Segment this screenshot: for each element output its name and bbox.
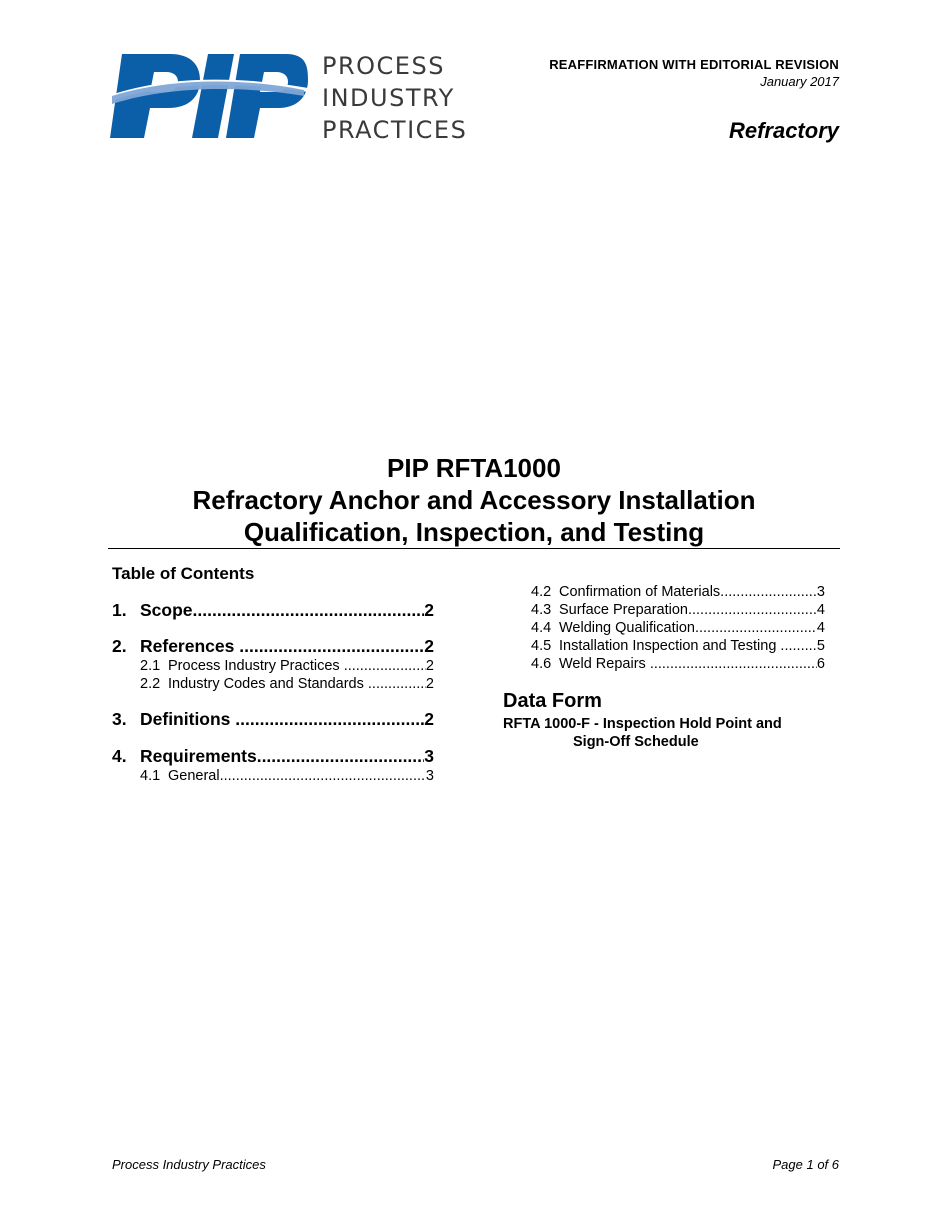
logo-text-line-3: PRACTICES (322, 116, 468, 144)
toc-entry-label: General (168, 768, 220, 784)
toc-entry-page: 3 (816, 584, 825, 600)
toc-entry-weld-repairs[interactable] (531, 656, 825, 672)
toc-entry-label: Definitions (140, 709, 231, 729)
document-category: Refractory (728, 118, 839, 143)
toc-entry-page: 2 (424, 636, 434, 656)
toc-entry-number: 4.5 (531, 638, 552, 654)
toc-entry-label: Industry Codes and Standards (168, 676, 364, 692)
toc-entry-general[interactable] (140, 768, 434, 784)
logo-wordmark (322, 50, 492, 146)
toc-entry-label: Installation Inspection and Testing (559, 638, 777, 654)
toc-entry-label: Welding Qualification (559, 620, 695, 636)
toc-entry-scope[interactable] (112, 600, 434, 621)
toc-entry-welding-qualification[interactable] (531, 620, 825, 636)
toc-entry-number: 3. (112, 709, 127, 729)
toc-entry-requirements[interactable] (112, 746, 434, 767)
revision-status: REAFFIRMATION WITH EDITORIAL REVISION (549, 57, 839, 72)
title-divider (108, 548, 840, 549)
toc-entry-confirmation-of-materials[interactable] (531, 584, 825, 600)
title-line-2: Refractory Anchor and Accessory Installation (192, 485, 756, 515)
toc-entry-page: 3 (424, 746, 434, 766)
toc-entry-label: Process Industry Practices (168, 658, 340, 674)
document-title (108, 452, 840, 548)
toc-entry-number: 2. (112, 636, 127, 656)
toc-entry-number: 1. (112, 600, 127, 620)
toc-entry-page: 4 (816, 602, 825, 618)
toc-entry-number: 4.3 (531, 602, 552, 618)
toc-leader-dots (695, 620, 817, 636)
toc-leader-dots (368, 676, 426, 692)
toc-entry-definitions[interactable] (112, 709, 434, 730)
toc-entry-label: Scope (140, 600, 193, 620)
toc-entry-number: 4.4 (531, 620, 552, 636)
toc-leader-dots (220, 768, 426, 784)
toc-entry-number: 4. (112, 746, 127, 766)
toc-leader-dots (193, 600, 425, 621)
toc-leader-dots (650, 656, 817, 672)
toc-entry-page: 2 (425, 676, 434, 692)
toc-entry-industry-codes[interactable] (140, 676, 434, 692)
toc-entry-label: Weld Repairs (559, 656, 646, 672)
toc-leader-dots (780, 638, 817, 654)
toc-entry-label: Requirements (140, 746, 257, 766)
toc-leader-dots (688, 602, 817, 618)
toc-entry-number: 4.2 (531, 584, 552, 600)
toc-entry-number: 2.1 (140, 658, 161, 674)
data-form-entry[interactable]: RFTA 1000-F - Inspection Hold Point and (503, 716, 782, 732)
toc-entry-page: 2 (424, 600, 434, 620)
toc-entry-page: 3 (425, 768, 434, 784)
toc-entry-page: 2 (424, 709, 434, 729)
toc-leader-dots (720, 584, 817, 600)
toc-heading: Table of Contents (112, 564, 255, 583)
toc-entry-number: 4.1 (140, 768, 161, 784)
data-form-heading: Data Form (503, 690, 602, 712)
toc-entry-page: 2 (425, 658, 434, 674)
logo-text-line-2: INDUSTRY (322, 84, 455, 112)
toc-leader-dots (235, 709, 424, 730)
toc-leader-dots (344, 658, 426, 674)
toc-entry-page: 5 (816, 638, 825, 654)
footer-publisher: Process Industry Practices (112, 1157, 266, 1172)
title-line-1: PIP RFTA1000 (387, 453, 561, 483)
toc-entry-label: Surface Preparation (559, 602, 688, 618)
toc-entry-page: 6 (816, 656, 825, 672)
toc-entry-surface-preparation[interactable] (531, 602, 825, 618)
toc-entry-page: 4 (816, 620, 825, 636)
pip-logo-icon (108, 52, 308, 140)
toc-entry-label: Confirmation of Materials (559, 584, 721, 600)
footer-page-number: Page 1 of 6 (772, 1157, 839, 1172)
data-form-entry-continued[interactable]: Sign-Off Schedule (573, 734, 699, 750)
title-line-3: Qualification, Inspection, and Testing (243, 517, 705, 547)
toc-leader-dots (257, 746, 425, 767)
logo-text-line-1: PROCESS (322, 52, 445, 80)
revision-date: January 2017 (760, 74, 839, 89)
toc-entry-references[interactable] (112, 636, 434, 657)
toc-entry-number: 2.2 (140, 676, 161, 692)
toc-entry-installation-inspection[interactable] (531, 638, 825, 654)
toc-entry-process-industry-practices[interactable] (140, 658, 434, 674)
toc-entry-number: 4.6 (531, 656, 552, 672)
toc-entry-label: References (140, 636, 235, 656)
toc-leader-dots (239, 636, 424, 657)
